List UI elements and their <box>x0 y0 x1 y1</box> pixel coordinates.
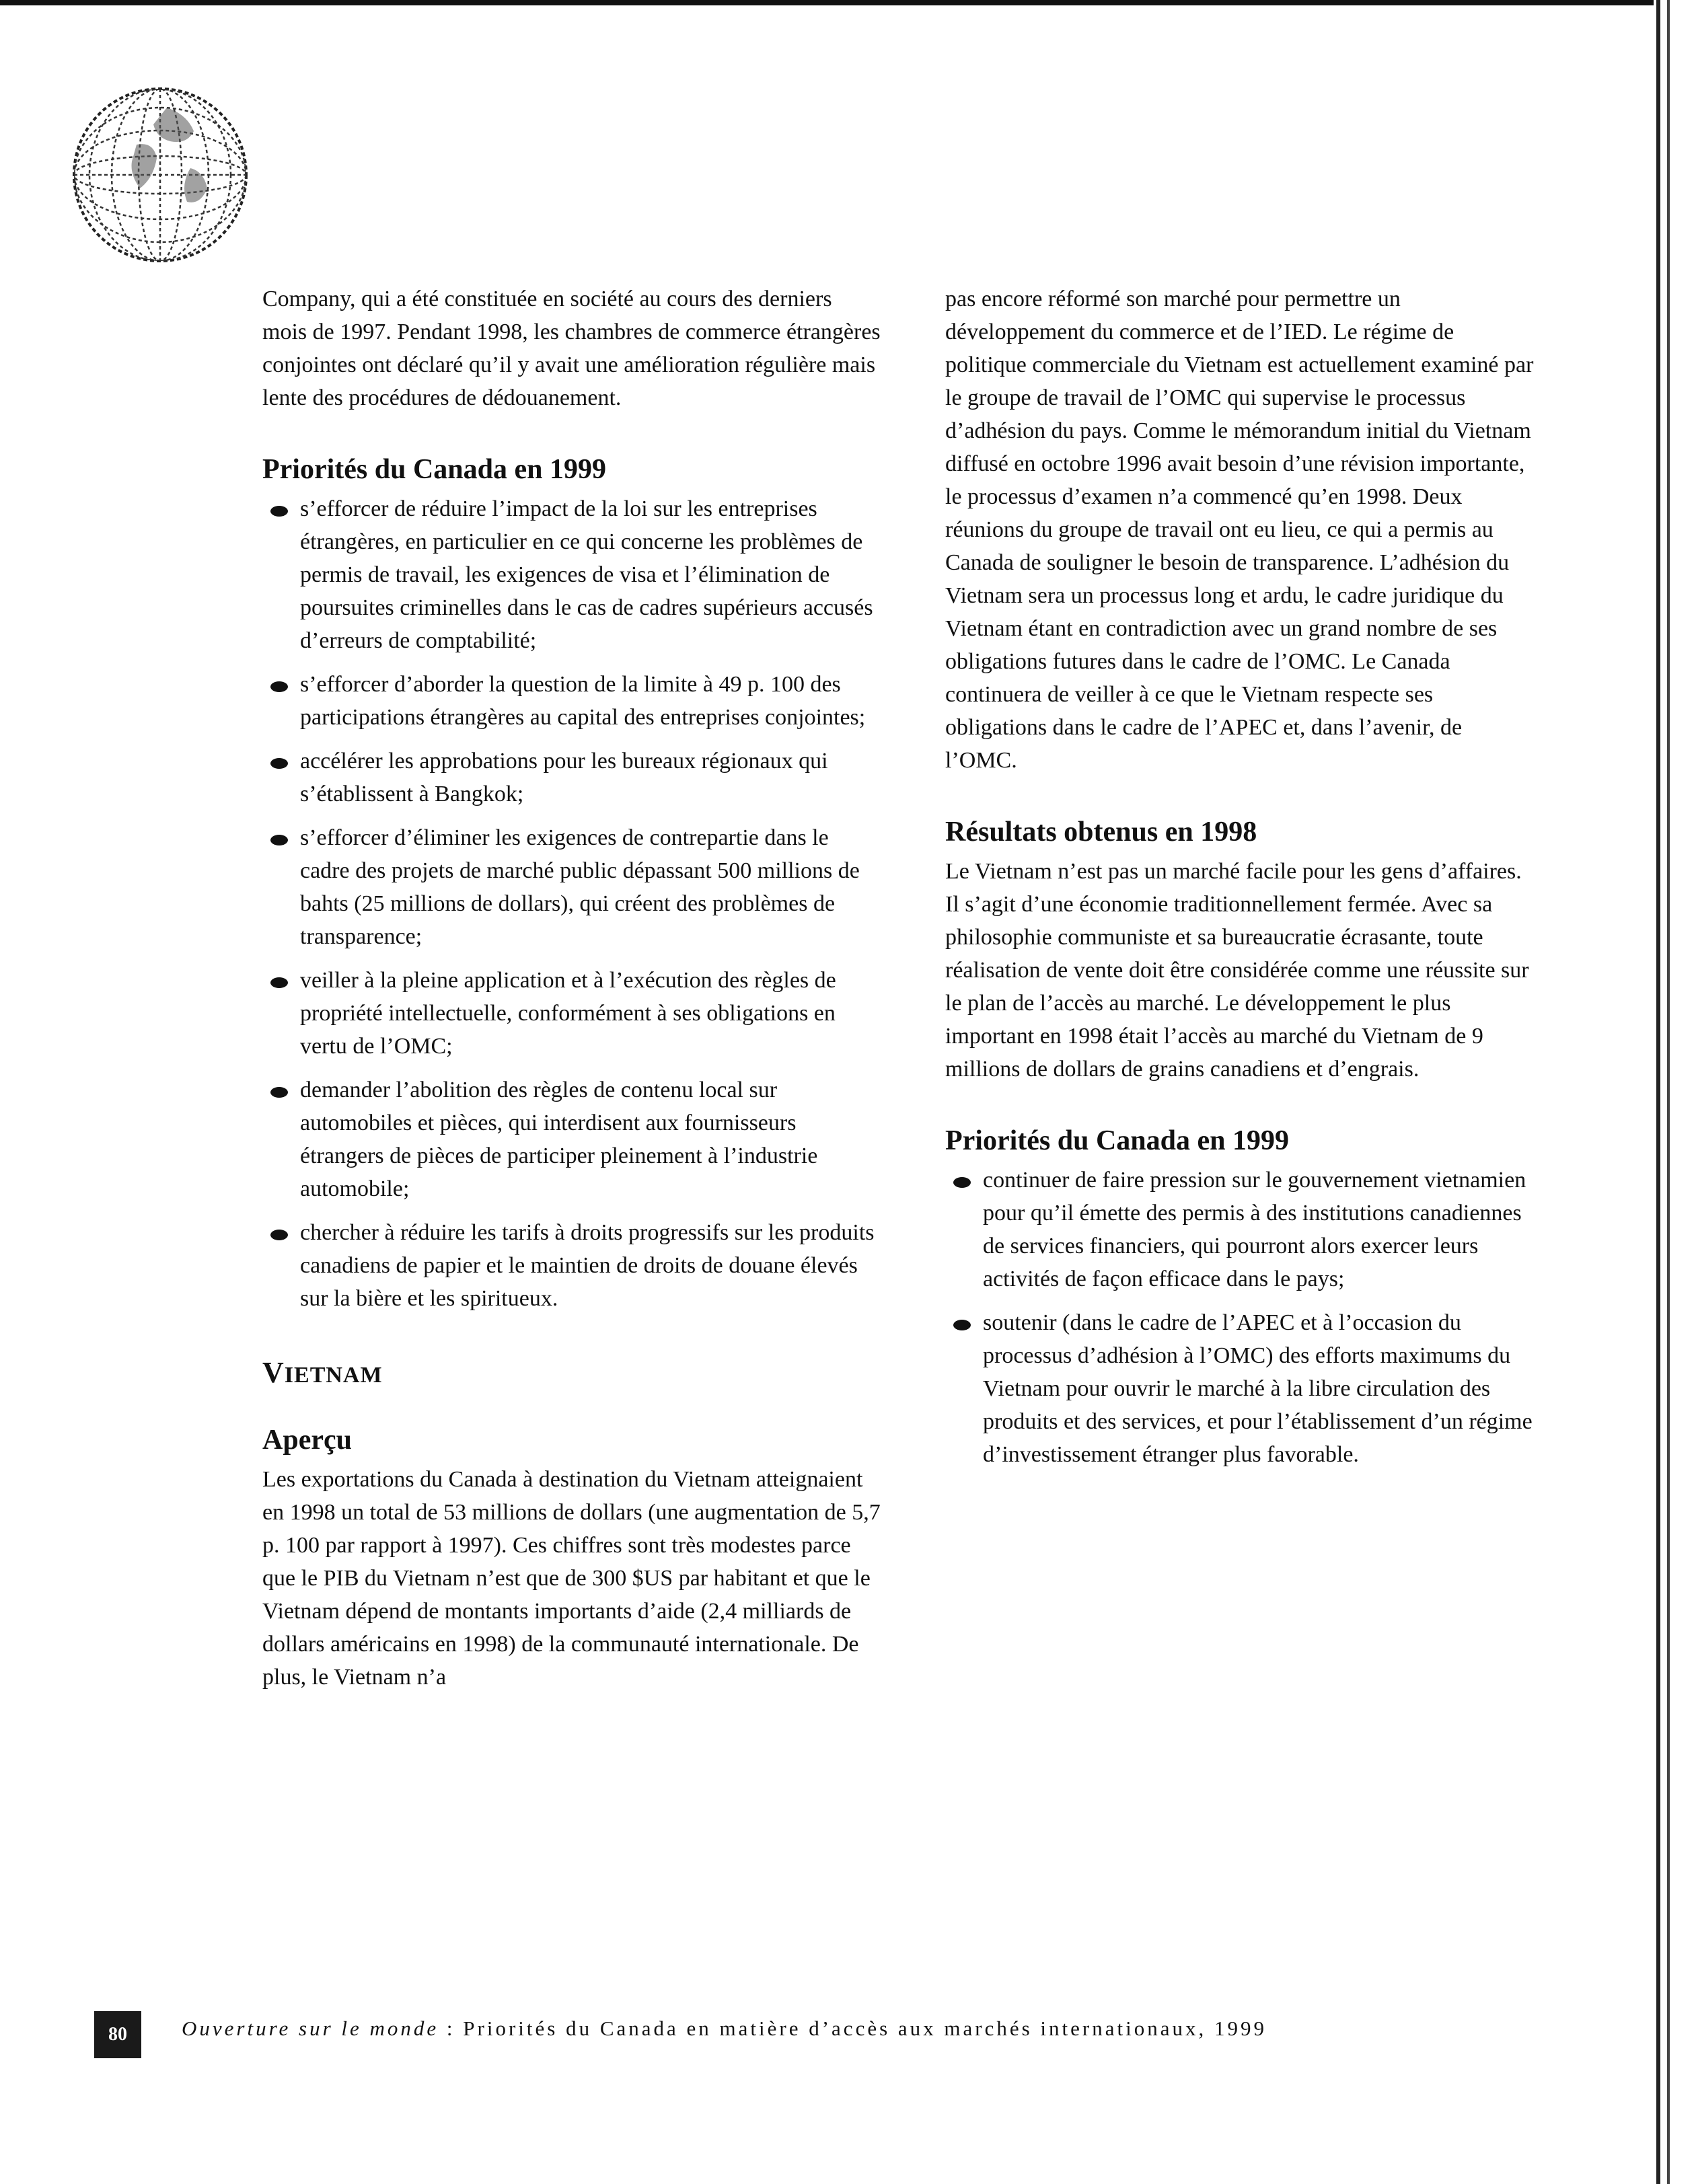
running-title: Ouverture sur le monde : Priorités du Canada en matière d’accès aux marchés internationaux, 1999 <box>182 2017 1267 2040</box>
bullet-icon <box>270 1087 288 1098</box>
list-item: soutenir (dans le cadre de l’APEC et à l’occasion du processus d’adhésion à l’OMC) des efforts maximums du Vietnam pour ouvrir le marché à la libre circulation des produits et des services, et pour l’établissement d’un régime d’investissement étranger plus favorable. <box>945 1306 1537 1471</box>
right-column <box>945 283 1537 1482</box>
priorities-heading-thailand: Priorités du Canada en 1999 <box>262 454 607 485</box>
list-item: s’efforcer d’éliminer les exigences de contrepartie dans le cadre des projets de marché public dépassant 500 millions de bahts (25 millions de dollars), qui créent des problèmes de transparence; <box>262 821 881 953</box>
overview-paragraph: Les exportations du Canada à destination du Vietnam atteignaient en 1998 un total de 53 millions de dollars (une augmentation de 5,7 p. 100 par rapport à 1997). Ces chiffres sont très modestes parce que le PIB du Vietnam n’est que de 300 $US par habitant et que le Vietnam dépend de montants importants d’aide (2,4 milliards de dollars américains en 1998) de la communauté internationale. De plus, le Vietnam n’a <box>262 1467 881 1690</box>
list-item: chercher à réduire les tarifs à droits progressifs sur les produits canadiens de papier et le maintien de droits de douane élevés sur la bière et les spiritueux. <box>262 1216 881 1315</box>
page-footer <box>94 2011 1642 2058</box>
globe-icon <box>66 81 254 269</box>
results-heading: Résultats obtenus en 1998 <box>945 817 1257 848</box>
country-heading-vietnam: VIETNAM <box>262 1356 383 1389</box>
bullet-icon <box>270 977 288 988</box>
priorities-list-thailand <box>262 492 881 1315</box>
bullet-icon <box>270 681 288 692</box>
bullet-icon <box>953 1177 971 1188</box>
page-number: 80 <box>94 2011 141 2058</box>
continued-paragraph: pas encore réformé son marché pour permettre un développement du commerce et de l’IED. Le régime de politique commerciale du Vietnam est actuellement examiné par le groupe de travail de l’OMC qui supervise le processus d’adhésion du pays. Comme le mémorandum initial du Vietnam diffusé en octobre 1996 avait besoin d’une révision importante, le processus d’examen n’a commencé qu’en 1998. Deux réunions du groupe de travail ont eu lieu, ce qui a permis au Canada de souligner le besoin de transparence. L’adhésion du Vietnam sera un processus long et ardu, le cadre juridique du Vietnam étant en contradiction avec un grand nombre de ses obligations futures dans le cadre de l’OMC. Le Canada continuera de veiller à ce que le Vietnam respecte ses obligations dans le cadre de l’APEC et, dans l’avenir, de l’OMC. <box>945 287 1534 773</box>
list-item: veiller à la pleine application et à l’exécution des règles de propriété intellectuelle, conformément à ses obligations en vertu de l’OMC; <box>262 964 881 1063</box>
bullet-icon <box>270 506 288 517</box>
page-edge-inner <box>1667 0 1670 2184</box>
bullet-icon <box>270 835 288 845</box>
list-item: accélérer les approbations pour les bureaux régionaux qui s’établissent à Bangkok; <box>262 745 881 811</box>
bullet-icon <box>270 1230 288 1240</box>
overview-heading: Aperçu <box>262 1425 352 1456</box>
priorities-heading-vietnam: Priorités du Canada en 1999 <box>945 1125 1290 1156</box>
left-column <box>262 283 881 1694</box>
top-rule <box>0 0 1654 5</box>
intro-paragraph: Company, qui a été constituée en société au cours des derniers mois de 1997. Pendant 1998, les chambres de commerce étrangères conjointes ont déclaré qu’il y avait une amélioration régulière mais lente des procédures de dédouanement. <box>262 287 881 410</box>
page-edge <box>1656 0 1660 2184</box>
list-item: s’efforcer de réduire l’impact de la loi sur les entreprises étrangères, en particulier en ce qui concerne les problèmes de permis de travail, les exigences de visa et l’élimination de poursuites criminelles dans le cas de cadres supérieurs accusés d’erreurs de comptabilité; <box>262 492 881 657</box>
priorities-list-vietnam <box>945 1164 1537 1471</box>
list-item: s’efforcer d’aborder la question de la limite à 49 p. 100 des participations étrangères au capital des entreprises conjointes; <box>262 668 881 734</box>
results-paragraph: Le Vietnam n’est pas un marché facile pour les gens d’affaires. Il s’agit d’une économie traditionnellement fermée. Avec sa philosophie communiste et sa bureaucratie écrasante, toute réalisation de vente doit être considérée comme une réussite sur le plan de l’accès au marché. Le développement le plus important en 1998 était l’accès au marché du Vietnam de 9 millions de dollars de grains canadiens et d’engrais. <box>945 859 1529 1082</box>
bullet-icon <box>270 758 288 769</box>
list-item: continuer de faire pression sur le gouvernement vietnamien pour qu’il émette des permis à des institutions canadiennes de services financiers, qui pourront alors exercer leurs activités de façon efficace dans le pays; <box>945 1164 1537 1295</box>
bullet-icon <box>953 1320 971 1330</box>
list-item: demander l’abolition des règles de contenu local sur automobiles et pièces, qui interdisent aux fournisseurs étrangers de pièces de participer pleinement à l’industrie automobile; <box>262 1074 881 1205</box>
